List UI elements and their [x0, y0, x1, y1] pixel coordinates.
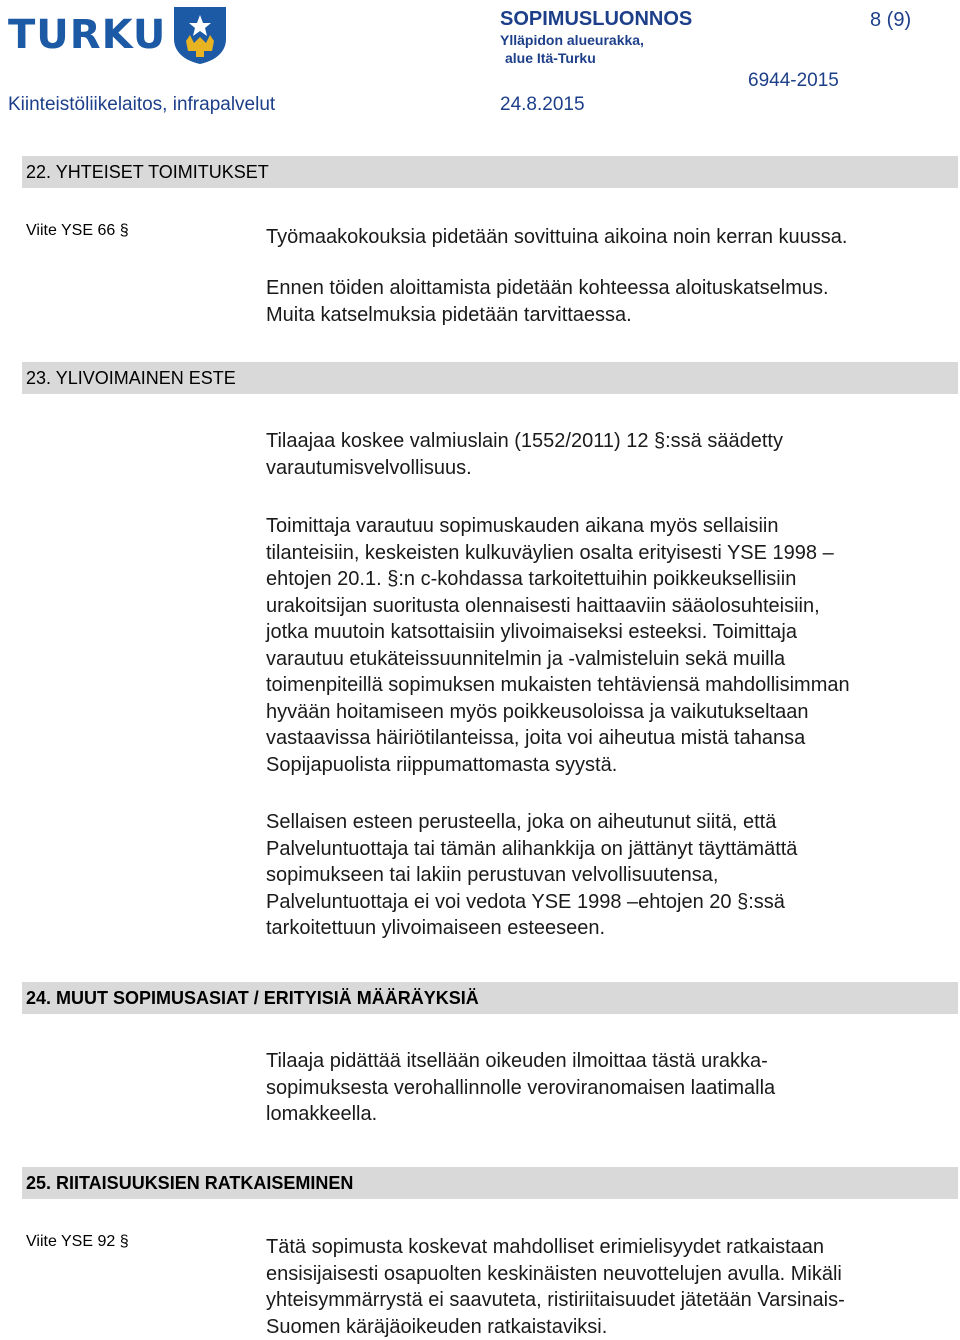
document-date: 24.8.2015 — [500, 94, 585, 115]
logo-wordmark: TURKU — [8, 12, 167, 58]
page-number: 8 (9) — [870, 9, 912, 31]
section-heading-24: 24. MUUT SOPIMUSASIAT / ERITYISIÄ MÄÄRÄYKSIÄ — [22, 982, 958, 1014]
section-heading-22: 22. YHTEISET TOIMITUKSET — [22, 156, 958, 188]
document-subtitle-line2: alue Itä-Turku — [505, 50, 596, 66]
document-number: 6944-2015 — [748, 70, 839, 91]
section-23-paragraph-3: Sellaisen esteen perusteella, joka on aiheutunut siitä, että Palveluntuottaja tai tämän alihankkija on jättänyt täyttämättä sopimukseen tai lakiin perustuvan velvollisuutensa, Palveluntuottaja ei voi vedota YSE 1998 –ehtojen 20 §:ssä tarkoitettuun ylivoimaiseen esteeseen. — [266, 811, 798, 939]
section-22-paragraph-1: Työmaakokouksia pidetään sovittuina aikoina noin kerran kuussa. — [266, 226, 848, 248]
section-23-paragraph-1: Tilaajaa koskee valmiuslain (1552/2011) 12 §:ssä säädetty varautumisvelvollisuus. — [266, 430, 783, 479]
turku-logo — [8, 4, 228, 66]
section-22-paragraph-2: Ennen töiden aloittamista pidetään kohteessa aloituskatselmus. Muita katselmuksia pidetään tarvittaessa. — [266, 277, 829, 326]
document-title: SOPIMUSLUONNOS — [500, 8, 693, 30]
document-subtitle-line1: Ylläpidon alueurakka, — [500, 32, 644, 48]
section-25-paragraph-1: Tätä sopimusta koskevat mahdolliset erimielisyydet ratkaistaan ensisijaisesti osapuolten keskinäisten neuvottelujen avulla. Mikäli yhteisymmärrystä ei saavuteta, ristiriitaisuudet jätetään Varsinais- Suomen käräjäoikeuden ratkaistaviksi. — [266, 1236, 845, 1338]
organization-name: Kiinteistöliikelaitos, infrapalvelut — [8, 94, 276, 115]
section-heading-25: 25. RIITAISUUKSIEN RATKAISEMINEN — [22, 1167, 958, 1199]
section-heading-23: 23. YLIVOIMAINEN ESTE — [22, 362, 958, 394]
section-23-paragraph-2: Toimittaja varautuu sopimuskauden aikana myös sellaisiin tilanteisiin, keskeisten kulkuväylien osalta erityisesti YSE 1998 – ehtojen 20.1. §:n c-kohdassa tarkoitettuihin poikkeuksellisiin urakoitsijan suoritusta olennaisesti haittaaviin sääolosuhteisiin, jotka muutoin katsottaisiin ylivoimaiseksi esteeksi. Toimittaja varautuu etukäteissuunnitelmin ja -valmisteluin sekä muilla toimenpiteillä sopimuksen mukaisten tehtäviensä mahdollisimman hyvään hoitamiseen myös poikkeusoloissa ja vaikutukseltaan vastaavissa häiriötilanteissa, joita voi aiheutua mistä tahansa Sopijapuolista riippumattomasta syystä. — [266, 515, 850, 776]
turku-crest-icon — [172, 5, 228, 65]
section-24-paragraph-1: Tilaaja pidättää itsellään oikeuden ilmoittaa tästä urakka- sopimuksesta verohallinnolle veroviranomaisen laatimalla lomakkeella. — [266, 1050, 776, 1125]
section-reference-25: Viite YSE 92 § — [26, 1233, 129, 1250]
section-reference-22: Viite YSE 66 § — [26, 222, 129, 239]
